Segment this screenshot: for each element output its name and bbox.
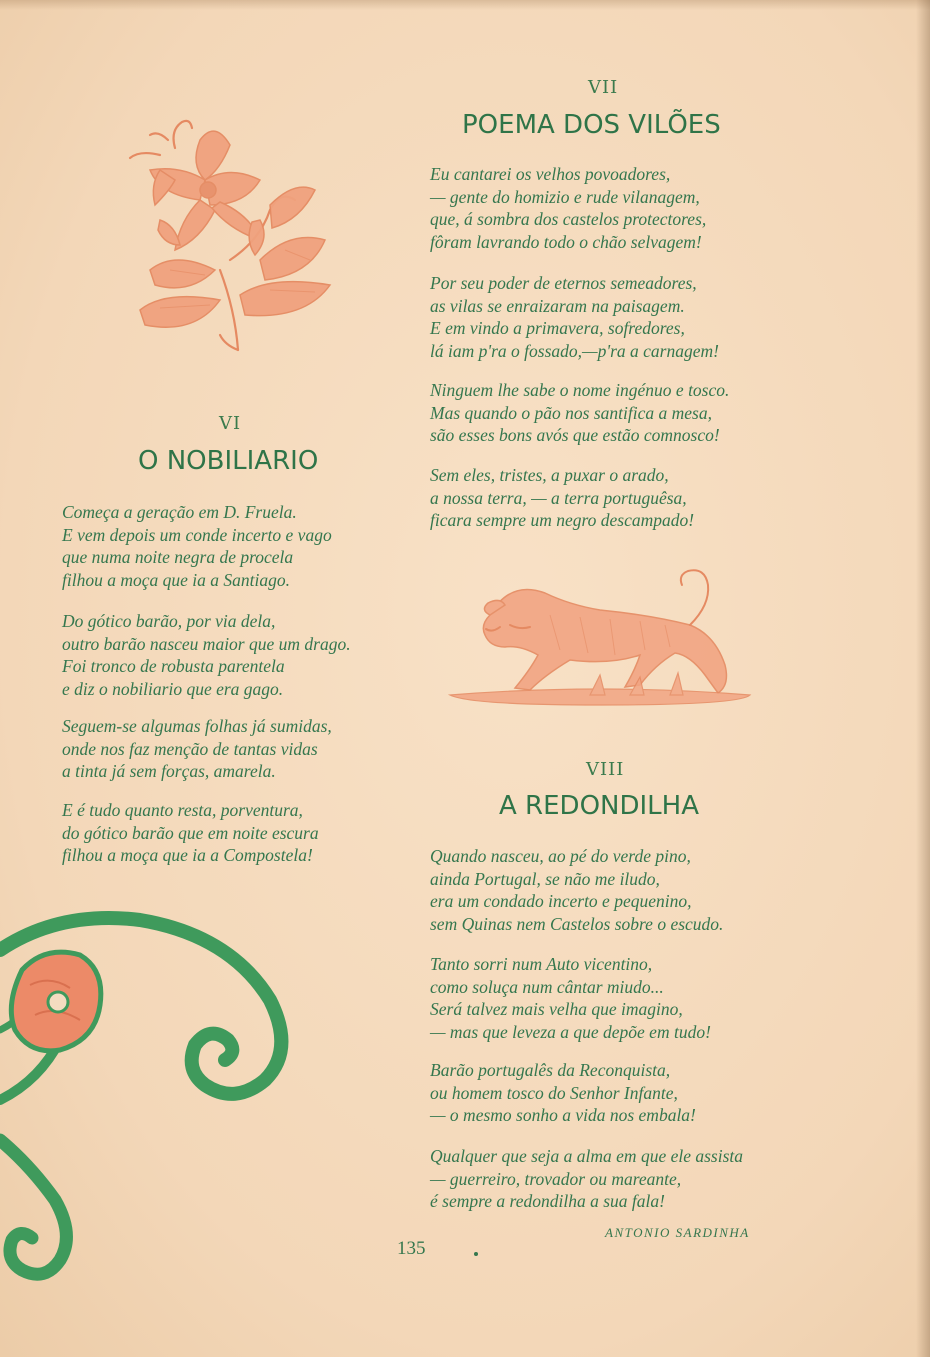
poem-line: — mas que leveza a que depõe em tudo! — [430, 1021, 711, 1042]
page-edge-shadow-top — [0, 0, 930, 10]
poem-line: — gente do homizio e rude vilanagem, — [430, 186, 700, 207]
poem-line: ou homem tosco do Senhor Infante, — [430, 1082, 678, 1103]
page-edge-shadow-right — [916, 0, 930, 1357]
section-viii-stanza-3 — [430, 1059, 696, 1127]
poem-line: que, á sombra dos castelos protectores, — [430, 209, 707, 229]
section-vi-title: O NOBILIARIO — [138, 446, 319, 476]
section-viii-stanza-1 — [430, 845, 723, 935]
poem-line: Barão portugalês da Reconquista, — [430, 1060, 671, 1080]
poem-line: — guerreiro, trovador ou mareante, — [430, 1168, 682, 1189]
section-vii-title: POEMA DOS VILÕES — [462, 110, 721, 140]
poem-line: Sem eles, tristes, a puxar o arado, — [430, 465, 669, 485]
poem-line: a nossa terra, — a terra portuguêsa, — [430, 487, 687, 508]
poem-line: e diz o nobiliario que era gago. — [62, 678, 284, 699]
poem-line: Será talvez mais velha que imagino, — [430, 999, 683, 1019]
poem-line: — o mesmo sonho a vida nos embala! — [430, 1105, 696, 1125]
poem-line: filhou a moça que ia a Santiago. — [62, 569, 290, 590]
poem-line: lá iam p'ra o fossado,—p'ra a carnagem! — [430, 340, 719, 361]
poem-line: do gótico barão que em noite escura — [62, 822, 319, 843]
section-viii-stanza-4 — [430, 1145, 743, 1213]
poem-line: Mas quando o pão nos santifica a mesa, — [430, 402, 712, 423]
poem-line: a tinta já sem forças, amarela. — [62, 761, 276, 781]
poem-line: Tanto sorri num Auto vicentino, — [430, 954, 653, 974]
vine-flower-ornament — [0, 910, 300, 1300]
section-vii-stanza-1 — [430, 163, 706, 253]
lily-flower-illustration — [120, 110, 340, 360]
poem-line: Foi tronco de robusta parentela — [62, 656, 285, 676]
section-vi-numeral: VI — [219, 413, 242, 434]
poem-line: E é tudo quanto resta, porventura, — [62, 800, 303, 820]
poem-line: ainda Portugal, se não me iludo, — [430, 868, 660, 889]
section-viii-title: A REDONDILHA — [499, 791, 699, 821]
section-vii-numeral: VII — [588, 77, 619, 98]
section-vi-stanza-4 — [62, 799, 319, 867]
poem-line: como soluça num cântar miudo... — [430, 976, 664, 997]
poem-line: são esses bons avós que estão comnosco! — [430, 425, 720, 445]
poem-line: onde nos faz menção de tantas vidas — [62, 738, 318, 759]
page-dot — [474, 1252, 478, 1256]
poem-line: que numa noite negra de procela — [62, 547, 294, 567]
poem-line: é sempre a redondilha a sua fala! — [430, 1191, 665, 1211]
poem-line: Começa a geração em D. Fruela. — [62, 502, 297, 522]
section-viii-stanza-2 — [430, 953, 711, 1043]
lion-illustration — [450, 555, 750, 715]
poem-line: Quando nasceu, ao pé do verde pino, — [430, 846, 691, 866]
section-vii-stanza-2 — [430, 272, 719, 362]
poem-line: E vem depois um conde incerto e vago — [62, 524, 332, 545]
poem-line: Por seu poder de eternos semeadores, — [430, 273, 697, 293]
section-vii-stanza-3 — [430, 379, 729, 447]
poem-line: fôram lavrando todo o chão selvagem! — [430, 231, 702, 252]
section-vi-stanza-3 — [62, 715, 332, 783]
poem-line: Do gótico barão, por via dela, — [62, 611, 276, 631]
poem-line: as vilas se enraizaram na paisagem. — [430, 295, 685, 316]
section-vii-stanza-4 — [430, 464, 694, 532]
section-vi-stanza-2 — [62, 610, 351, 700]
poem-line: outro barão nasceu maior que um drago. — [62, 633, 351, 654]
poem-line: sem Quinas nem Castelos sobre o escudo. — [430, 913, 724, 934]
poem-line: Eu cantarei os velhos povoadores, — [430, 164, 671, 184]
section-vi-stanza-1 — [62, 501, 332, 591]
poem-line: Ninguem lhe sabe o nome ingénuo e tosco. — [430, 380, 730, 400]
poem-line: filhou a moça que ia a Compostela! — [62, 845, 313, 865]
poem-line: Qualquer que seja a alma em que ele assista — [430, 1146, 744, 1166]
section-viii-numeral: VIII — [586, 759, 625, 780]
poem-line: ficara sempre um negro descampado! — [430, 510, 695, 530]
poem-line: Seguem-se algumas folhas já sumidas, — [62, 716, 332, 736]
poem-line: E em vindo a primavera, sofredores, — [430, 318, 685, 338]
author-signature: ANTONIO SARDINHA — [605, 1225, 750, 1240]
page-number: 135 — [397, 1238, 426, 1259]
poem-line: era um condado incerto e pequenino, — [430, 891, 692, 911]
